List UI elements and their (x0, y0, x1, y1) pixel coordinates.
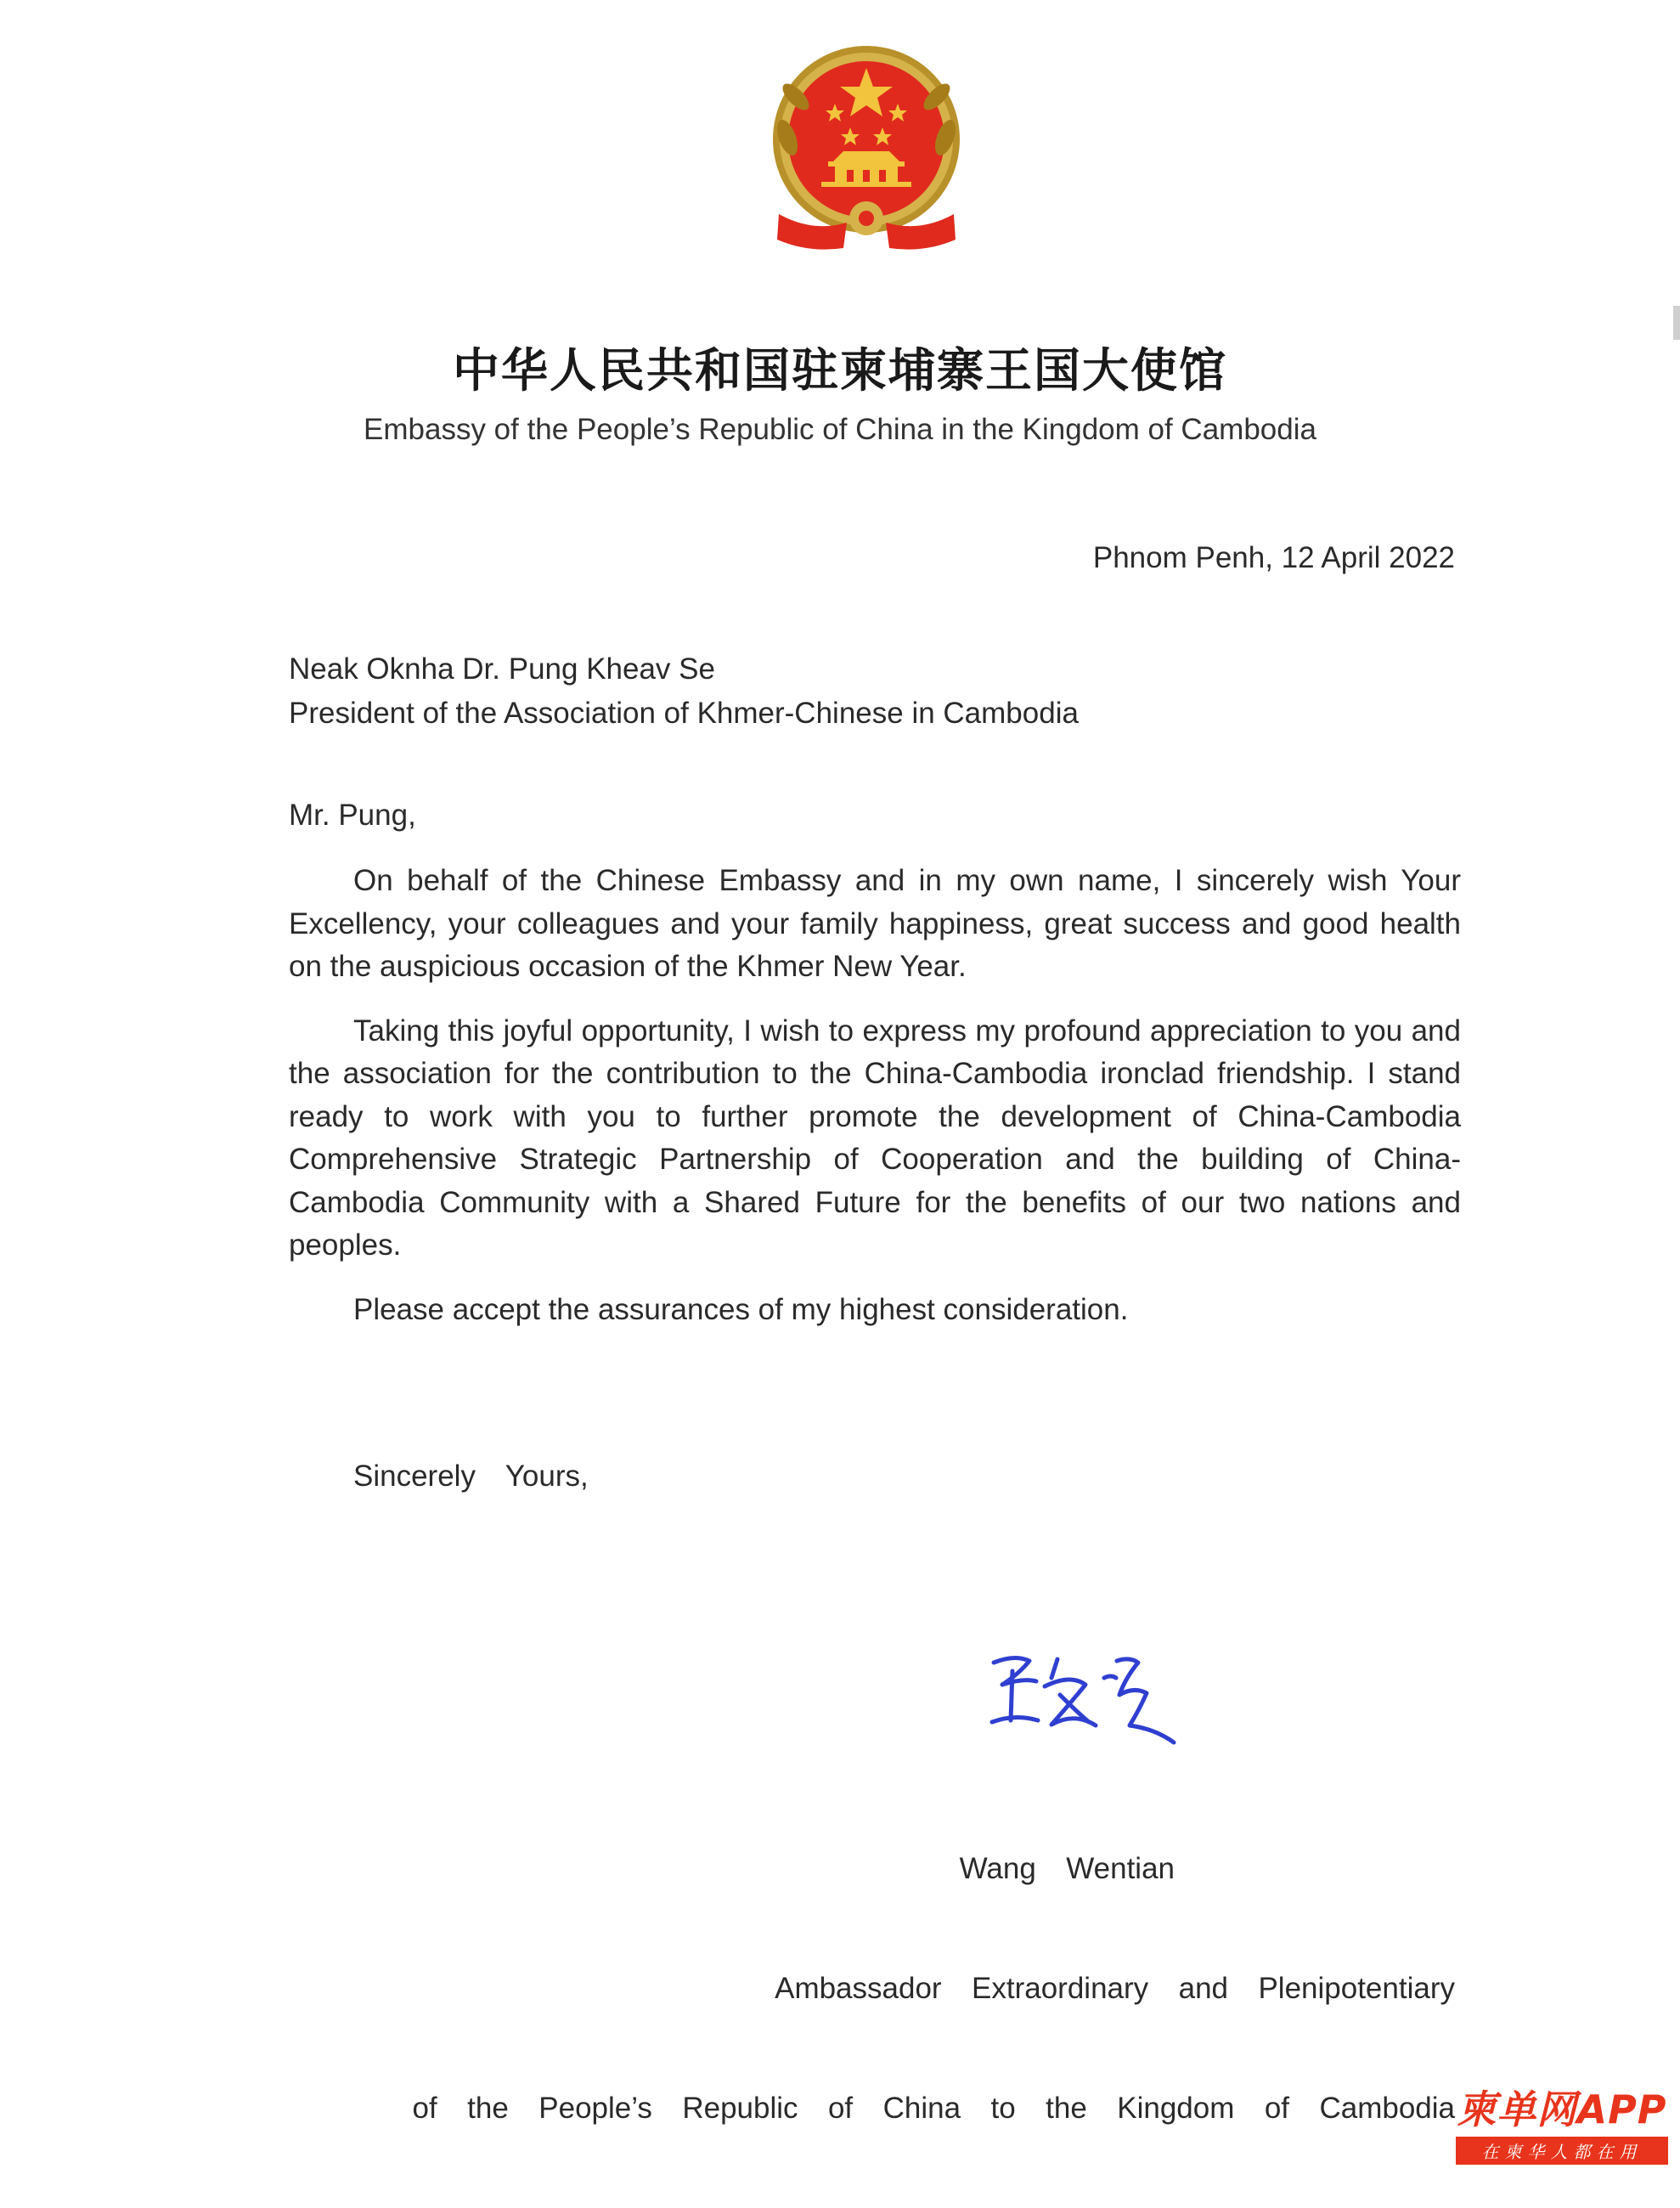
date-line: Phnom Penh, 12 April 2022 (1092, 541, 1455, 574)
recipient-block (289, 647, 1079, 736)
paragraph: On behalf of the Chinese Embassy and in my own name, I sincerely wish Your Excellency, your colleagues and your family happiness, great success and good health on the auspicious occasion of the Khmer New Year. (289, 864, 1461, 983)
closing: Sincerely Yours, (353, 1460, 589, 1493)
paragraph: Taking this joyful opportunity, I wish to express my profound appreciation to you and the association for the contribution to the China-Cambodia ironclad friendship. I stand ready to work with you to further promote the development of China-Cambodia Comprehensive Strategic Partnership of Cooperation and the building of China-Cambodia Community with a Shared Future for the benefits of our two nations and peoples. (289, 1014, 1461, 1262)
watermark-logo-text: 柬单网APP (1457, 2087, 1667, 2132)
handwritten-signature (977, 1644, 1198, 1763)
letter-body (289, 860, 1461, 1352)
signer-block (413, 1769, 1455, 2208)
scan-edge-mark (1673, 306, 1680, 340)
embassy-title-chinese: 中华人民共和国驻柬埔寨王国大使馆 (452, 343, 1227, 398)
app-watermark (1456, 2079, 1668, 2165)
signer-title-line2: of the People’s Republic of China to the Kingdom of Cambodia (412, 2092, 1455, 2125)
embassy-title-english: Embassy of the People’s Republic of China in the Kingdom of Cambodia (364, 413, 1316, 446)
national-emblem-icon (762, 44, 971, 258)
recipient-name: Neak Oknha Dr. Pung Kheav Se (289, 652, 715, 686)
paragraph: Please accept the assurances of my highest consideration. (353, 1292, 1129, 1326)
signer-title-line1: Ambassador Extraordinary and Plenipotentiary (775, 1972, 1455, 2005)
signer-name: Wang Wentian (959, 1852, 1175, 1885)
salutation: Mr. Pung, (289, 799, 416, 832)
recipient-title: President of the Association of Khmer-Chinese in Cambodia (289, 697, 1079, 730)
watermark-slogan: 在柬华人都在用 (1456, 2137, 1668, 2165)
